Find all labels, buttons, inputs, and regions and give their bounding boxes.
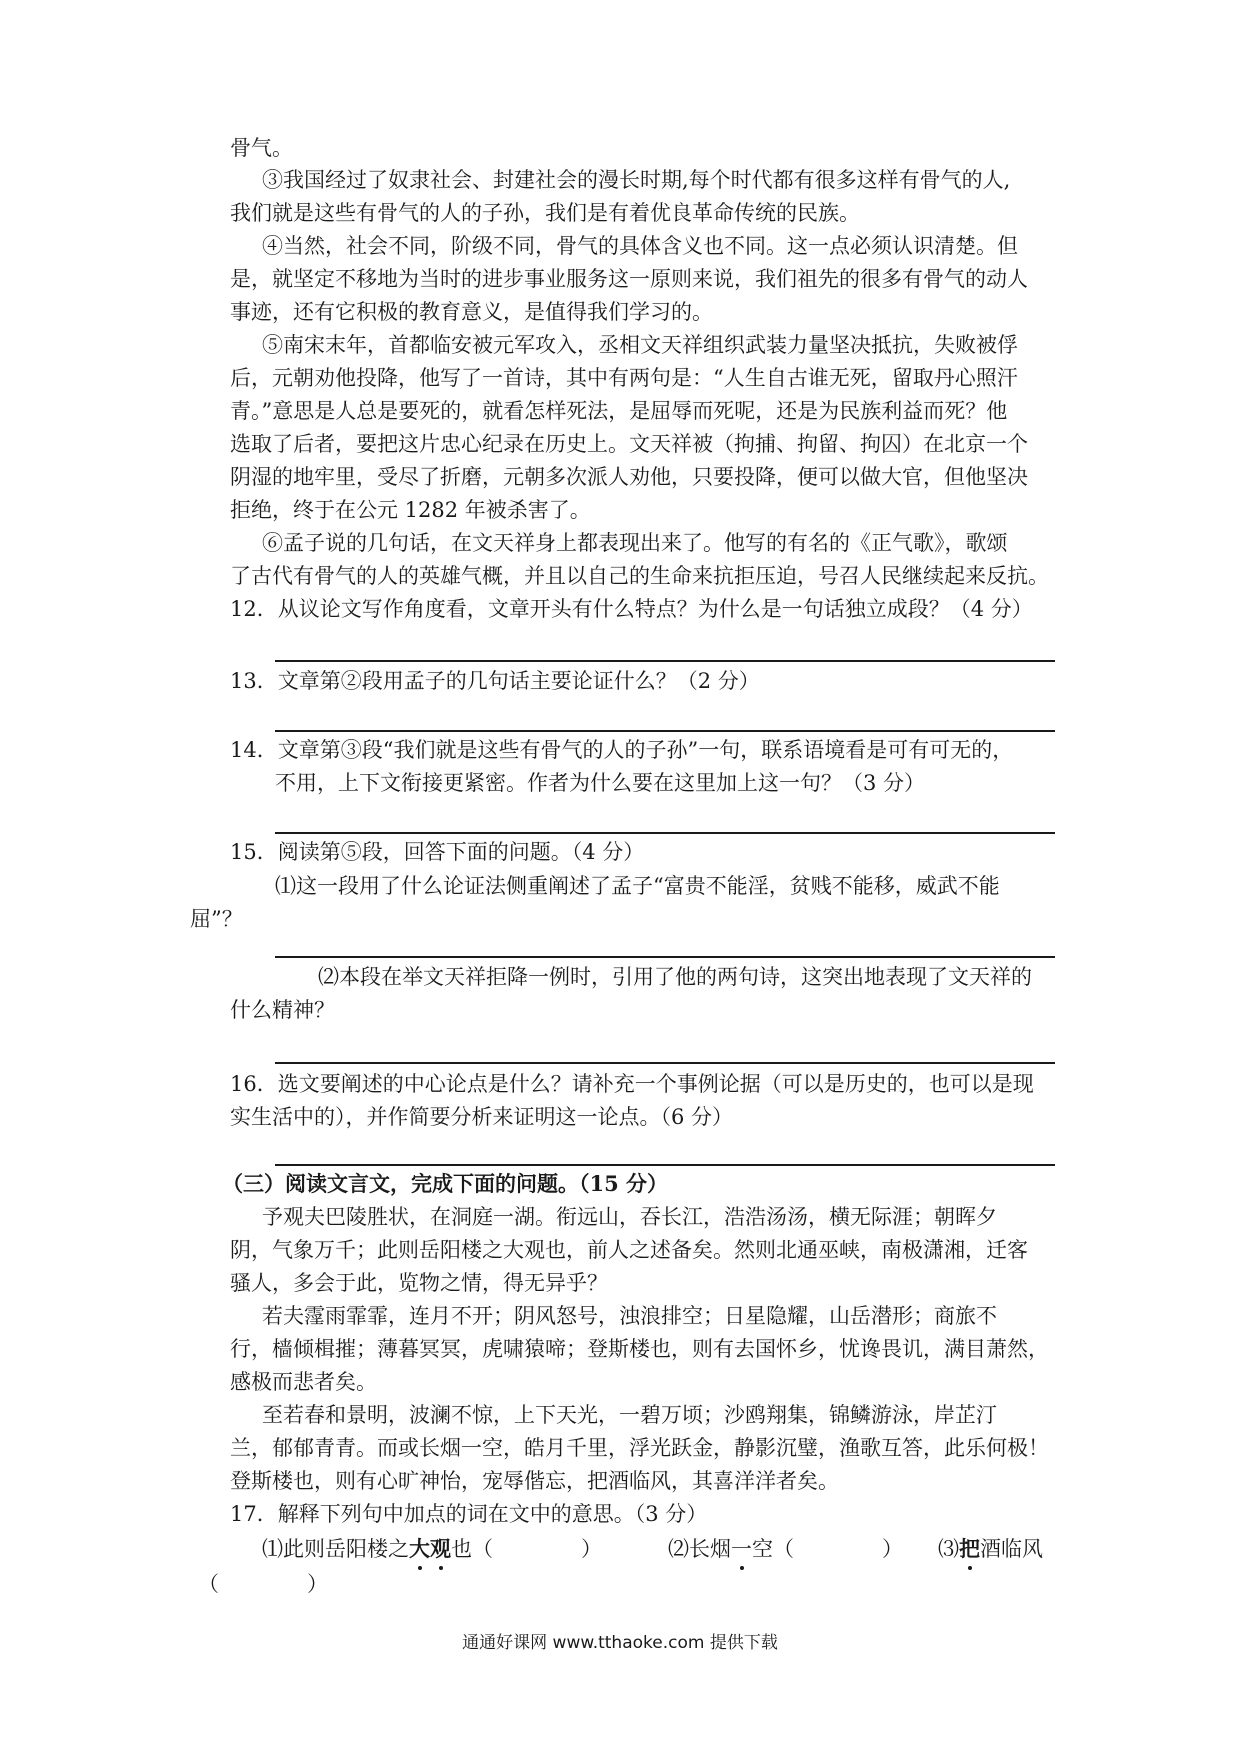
classical-text-line: 登斯楼也，则有心旷神怡，宠辱偕忘，把酒临风，其喜洋洋者矣。 <box>230 1469 839 1493</box>
question-12: 12．从议论文写作角度看，文章开头有什么特点？为什么是一句话独立成段？（4 分） <box>230 597 1033 621</box>
passage-line: 是，就坚定不移地为当时的进步事业服务这一原则来说，我们祖先的很多有骨气的动人 <box>230 267 1028 291</box>
dotted-word: 一 <box>731 1537 752 1561</box>
passage-line: 青。”意思是人总是要死的，就看怎样死法，是屈辱而死呢，还是为民族利益而死？他 <box>230 399 1008 423</box>
question-13: 13．文章第②段用孟子的几句话主要论证什么？（2 分） <box>230 669 760 693</box>
classical-text-line: 予观夫巴陵胜状，在洞庭一湖。衔远山，吞长江，浩浩汤汤，横无际涯；朝晖夕 <box>262 1205 997 1229</box>
answer-line-12[interactable] <box>275 660 1055 662</box>
question-17: 17．解释下列句中加点的词在文中的意思。（3 分） <box>230 1502 708 1526</box>
passage-line: 后，元朝劝他投降，他写了一首诗，其中有两句是：“人生自古谁无死，留取丹心照汗 <box>230 366 1018 390</box>
answer-line-15-2[interactable] <box>275 1062 1055 1064</box>
passage-line: 阴湿的地牢里，受尽了折磨，元朝多次派人劝他，只要投降，便可以做大官，但他坚决 <box>230 465 1028 489</box>
page-footer: 通通好课网 www.tthaoke.com 提供下载 <box>462 1633 778 1653</box>
answer-line-14[interactable] <box>275 832 1055 834</box>
question-14-cont: 不用，上下文衔接更紧密。作者为什么要在这里加上这一句？（3 分） <box>275 771 926 795</box>
passage-line: 事迹，还有它积极的教育意义，是值得我们学习的。 <box>230 300 713 324</box>
passage-line: ⑤南宋末年，首都临安被元军攻入，丞相文天祥组织武装力量坚决抵抗，失败被俘 <box>262 333 1018 357</box>
question-17-3: ⑶把酒临风 <box>938 1536 1043 1561</box>
classical-text-line: 感极而悲者矣。 <box>230 1370 377 1394</box>
classical-text-line: 兰，郁郁青青。而或长烟一空，皓月千里，浮光跃金，静影沉璧，渔歌互答，此乐何极！ <box>230 1436 1049 1460</box>
question-17-3-blank: （ ） <box>198 1572 328 1596</box>
question-15-1-cont: 屈”？ <box>190 907 243 931</box>
classical-text-line: 骚人，多会于此，览物之情，得无异乎？ <box>230 1271 608 1295</box>
question-15: 15．阅读第⑤段，回答下面的问题。（4 分） <box>230 840 645 864</box>
question-15-1: ⑴这一段用了什么论证法侧重阐述了孟子“富贵不能淫，贫贱不能移，威武不能 <box>275 874 1000 898</box>
classical-text-line: 若夫霪雨霏霏，连月不开；阴风怒号，浊浪排空；日星隐耀，山岳潜形；商旅不 <box>262 1304 997 1328</box>
passage-line: 我们就是这些有骨气的人的子孙，我们是有着优良革命传统的民族。 <box>230 201 860 225</box>
question-14: 14．文章第③段“我们就是这些有骨气的人的子孙”一句，联系语境看是可有可无的， <box>230 738 1014 762</box>
passage-line: ⑥孟子说的几句话，在文天祥身上都表现出来了。他写的有名的《正气歌》，歌颂 <box>262 531 1008 555</box>
classical-text-line: 至若春和景明，波澜不惊，上下天光，一碧万顷；沙鸥翔集，锦鳞游泳，岸芷汀 <box>262 1403 997 1427</box>
passage-line: 骨气。 <box>230 136 293 160</box>
question-16: 16．选文要阐述的中心论点是什么？请补充一个事例论据（可以是历史的，也可以是现 <box>230 1072 1034 1096</box>
passage-line: ④当然，社会不同，阶级不同，骨气的具体含义也不同。这一点必须认识清楚。但 <box>262 234 1018 258</box>
dotted-word: 把 <box>959 1536 980 1561</box>
question-15-2: ⑵本段在举文天祥拒降一例时，引用了他的两句诗，这突出地表现了文天祥的 <box>318 965 1032 989</box>
answer-line-16[interactable] <box>275 1164 1055 1166</box>
question-15-2-cont: 什么精神？ <box>230 998 335 1022</box>
question-17-1: ⑴此则岳阳楼之大观也（ ） <box>262 1536 602 1561</box>
answer-line-13[interactable] <box>275 730 1055 732</box>
dotted-word: 观 <box>430 1536 451 1561</box>
classical-text-line: 行，樯倾楫摧；薄暮冥冥，虎啸猿啼；登斯楼也，则有去国怀乡，忧谗畏讥，满目萧然， <box>230 1337 1049 1361</box>
dotted-word: 大 <box>409 1536 430 1561</box>
passage-line: 选取了后者，要把这片忠心纪录在历史上。文天祥被（拘捕、拘留、拘囚）在北京一个 <box>230 432 1028 456</box>
answer-line-15-1[interactable] <box>275 956 1055 958</box>
question-17-2: ⑵长烟一空（ ） <box>668 1537 903 1561</box>
section-heading: （三）阅读文言文，完成下面的问题。（15 分） <box>222 1171 669 1196</box>
passage-line: ③我国经过了奴隶社会、封建社会的漫长时期,每个时代都有很多这样有骨气的人, <box>262 168 1011 192</box>
classical-text-line: 阴，气象万千；此则岳阳楼之大观也，前人之述备矣。然则北通巫峡，南极潇湘，迁客 <box>230 1238 1028 1262</box>
question-16-cont: 实生活中的），并作简要分析来证明这一论点。（6 分） <box>230 1105 734 1129</box>
passage-line: 了古代有骨气的人的英雄气概，并且以自己的生命来抗拒压迫，号召人民继续起来反抗。 <box>230 564 1049 588</box>
passage-line: 拒绝，终于在公元 1282 年被杀害了。 <box>230 498 591 522</box>
